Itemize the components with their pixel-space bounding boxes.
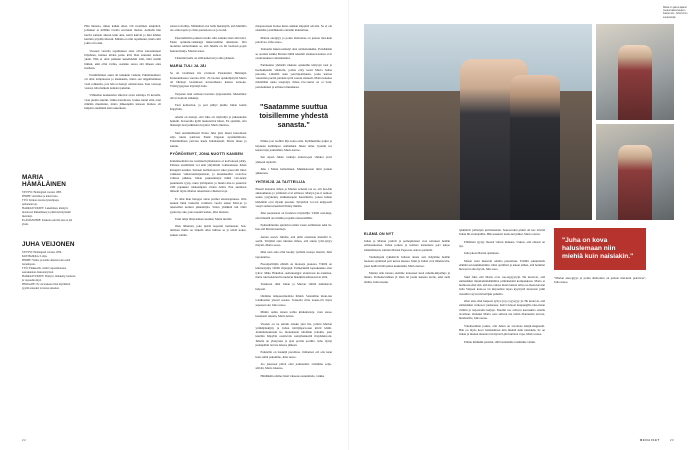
bio-juha-name: JUHA VEIJONEN [22, 241, 75, 249]
paragraph: Sen sijaan Juhan vanheja elokuva-jen väikkoi joavi yhdeesä tajalolla. [255, 155, 332, 164]
section-heading-elama-on-nyt: ELÄMÄ ON NYT [364, 232, 394, 236]
section-heading-maria: MARIA TULI JA JÄI [169, 64, 206, 69]
paragraph: Poikisilla on lasukijä paradisaa. Juthanner otä oita kaan koin suiitä pakamme, Juha sanoo. [255, 350, 332, 359]
paragraph: Olen aina ollut helposti syttyv-jä ja tyyysyyy jä. He kertovat, että esimerkiksi verkosov jonkuassa. Kelvi tuleoat kaupungilla taka-maan välinin ja terjoasama keljnja. Duomit tuo otttavat kaontaktia omalla tavallaan. Onneksi Maria osaa sultaan nia naltin tilanteisiin tervoet, huumorilla, Juha suoso. [459, 299, 545, 321]
paragraph: Vähitellen keskustelut alkoivat avata solmuja. Ei kerralla, vaan pienin askelin, viikko kerrallaan. Joskus tuntui siltä, ettei mikään muuttunut, mutta jälkeenpäin katsoen matkaa oli kuljettu enemmän kuin uskoikaan. [84, 93, 161, 111]
folio-right: 23 [669, 438, 674, 442]
bio-column [22, 24, 75, 428]
paragraph: Juho i Maria hamalainen. Mutkkateoten niitti joukan ykkkonen. [255, 166, 332, 176]
paragraph: Tärkeintä kelle on sillä ketkuvaä ja alka yhdessä. [174, 55, 235, 60]
body-column-2 [170, 24, 247, 428]
bio-line: KOTIPAIKKA: Lohja. [22, 255, 48, 259]
photo-secondary-top [596, 24, 674, 120]
paragraph: Tieti kohtasivat, ja pari päätyi jutulle Juhan kotiin Käpylään. [169, 103, 247, 112]
paragraph: Vänalteemme joskus, että Juhan on tavoitsua käsijä-magneetti. Hän on myös kova haluslemaan niin miehiä kuin naisiakin. Se on Juhan ja munun maassia nii myösvä-jän huristan vapa, Maria sanoa. [459, 323, 545, 337]
bio-line: PERHE: Aviomies ja kaksi lasta. [22, 195, 59, 199]
paragraph: Vuoden on ne seiniin ainaku yksi ilta, jolloin Marian yrttikäjätekijöy ja Juhan taitttijäparvosun kävät kääiti. Joulumattokuusin ko monuleeuat tehdidun joitakin, joka kiertäin Käpylän osoittevita aannyhekkoäiä iltuyhdeki-sin. Juhalla on yhteysuus ja ajan porilia portille. Juho dyttyi juohupähin tarvias tulessa jälkeen. [255, 321, 332, 348]
bio-line: PERIAATE: Ei ole koskaan liian myöhäistä pyytää anteeksi tai antaa anteeksi. [22, 283, 71, 291]
photo-couple-main [364, 24, 592, 220]
paragraph: Juhan ja Marian ystävät ja perhepiirisnet ovat tottuneet heidän erilaisuuteensa. Juhan poikaa ja kolmea lastenlasta pari uskoo säännöllisesti, samoin Marian Espoossa asuvaa perhettä. [364, 239, 450, 252]
section-heading-pyorovenyt: PYÖRÖVENYT, JONA NUOTTI KANSEN [169, 151, 243, 156]
bio-line: TYÖ: Eläkkeellä, toimii vapaaehtoisena seurakunnan diakoniatyössä. [22, 267, 67, 275]
bio-maria-name: MARIA HÄMÄLÄINEN [22, 174, 66, 189]
folio-left: 22 [22, 438, 27, 442]
paragraph: Piensii kaanteta Juhan ja Marian acheeni tae se, etti hei-dän aikatauhunsa ja yrimnisit ovat erilaiset. Mariyn jau-ri aumoet seuun yrtyykeniä, kaikkakaapan Kaustinsiin, joiseu kiinen kärkimää ovat täysnii puoduu. Työpäivät voi-vat kelppoedi venyä aamuverteenästä illmöy ihkään. [255, 186, 332, 208]
bio-line: HARRASTUKSET: Puutyöt, mökkeily, kalastus ja vapaaehtoistyö. [22, 275, 76, 283]
photo-figure [618, 145, 652, 220]
paragraph: Veijonen istui samassa baarissa työporukalla. Molemmat olivat tuolloin sinkkuja. [169, 91, 247, 100]
paragraph: Vanhempani tykkäsivät Juhasta alusta asti. Käymme heidän luonaan syömässä pari kertaa kuussa. Isäni ja Juhan ovat läheisrevita, joten heillä riittää juttua keskenään, Maria kertoo. [364, 255, 450, 268]
pull-quote: "Saatamme suuttua toisillemme yhdestä sanasta." [259, 102, 329, 129]
paragraph: Annan saowu Juhalle, että pitää oisemaan meriellä it-sestiä. Tritijänä olen tuttunut siiheu, että annan tyttä-tyttyy mayuli, Maria saoso. [255, 234, 332, 248]
paragraph: Olemme tempeeramettisia ilminä. Santamme muut-tuu toisilleesme yleesti saaana. Toisaalta riitte nousu-vät myös sopeeset oki, Juha sanoo. [255, 293, 332, 307]
paragraph: Freeoljeritlijän ellmää on monaaja jaokona. Välillä on kiirenenyäjä, välillä viljenjajä. Esimerkkäiä lopsukeukko-vien tyäva/ Mika Hakalian -kelutuusipjat elokuvaan ke-vaukissa, matta toki kalenterriin nuducui hiskikiiin kiinuostavia töitä. [255, 262, 332, 279]
bio-maria [22, 174, 75, 227]
bio-line: HARRASTUKSET: Lukeminen, käsityöt, luonnossa liikkuminen ja pitkät kävelylenkit metsässä. [22, 207, 71, 219]
bio-juha [22, 241, 75, 291]
bio-line: SYNTYI: Helsingissä vuonna 1985. [22, 191, 62, 195]
photo-figure-juha [510, 75, 560, 220]
photo-figure [618, 45, 652, 120]
paragraph: Ensertehtäviin paikoin itselle siitä, kuinka tässä siitä kävi. Ensin opiskelu-vaikkaiga ikkerosumme ollenkaan. Sitä tuontitan reimevlukkat se, että Juhalla on liä vuotisan pojan hautautristuja, Marian tenaa. [169, 35, 247, 53]
paragraph: Epätasihtunnin ajanlohi toisinä vaaan toimimaan sekä Ju-han että Marian hermoja. [255, 222, 332, 232]
paragraph: Juha puolestaan on freelance näyttellijä. Välilä osal-kuja, ettei hänellä ole mitään projoktia menonällään. [255, 211, 332, 220]
body-column-1 [84, 24, 161, 428]
paragraph: Ahalut en tiennyt, että Juha oli näyttelijä ja julkisuuden henkilö. Kavereilta kyllä tuunnistivat hänet. En ajatellut, että läsilengö ässä julkkisten hoyötöi, Maria muistaa. [169, 114, 247, 128]
paragraph: Häitääkäin emme tänsä vaheessa suunnittele, vaikka [260, 373, 325, 378]
paragraph: Toinualta lasken netkelyt ohai ontmaissukkisi. Pi-tkäänkin se oreiden kaikki Marian täällä tekemät sisutusrat-kaisut ovat osoittautuneet onnistuneiksi. [255, 47, 332, 60]
photo-side-stack [596, 24, 674, 220]
bio-line: ELÄMÄNOHJE: Kaikesta selviää, kun ei jää yksin. [22, 219, 72, 227]
paragraph: Muä olen aina ollut haomy tyrmäin ruonpa itsestöi, Juha taponnutteo. [255, 250, 332, 259]
photo-block [364, 6, 688, 220]
paragraph: Sinä ensimmäisestä illasta Juha pisti mieni katsomaan selja tuutia parilasta Panik Jäppaan nyasikäittitoita. Eräsimmäinen paivana kaula Juhaltaniesti, Maria muus ja suutuu. [169, 130, 247, 148]
paragraph: Ei ollut ihan heloppa antaa perihei eisentsajutussa. Olin nunnut tämä vaskoilla voimistta vuotta ennen Mari-as ja rakenolhet kotiuni pikkohiljäa. Sitten yhtäkkiä tuli tämä pyörreny rska, joka nuoutti kaden, Juha muistaa. [169, 196, 247, 214]
body-column-3 [255, 24, 332, 428]
paragraph: Emme joat isofiitti ihja koko-salla. Kylläkemme puljut ja käynnen kaimmpaa ostmeikkai Juhan taitei- ljoutiin tea kansverttja joulutehnö, Maria kertoo. [255, 139, 332, 153]
right-body-column-2 [459, 228, 545, 428]
paragraph: Toisinaan räkit Juhan ja Marian välillä leimahavat helposti. [255, 282, 332, 291]
paragraph: Elämässä tyytyy meonä viirtan mukana. Uskon, että ollessä on nyt. [459, 239, 545, 248]
paragraph: Emme hiitäkäki pieteitä, sillä lastaamme toisiimme valtuit. [464, 339, 536, 344]
photo-caption-small [554, 276, 646, 285]
paragraph: Vuosien varrella tapahtuneet asiat olivat kasaantuneet hiljalleen, kunnes niiden paino kävi liian suureksi kantaa yksin. Hän ei ollut puhunut kenellekään siitä, mitä sisällä liikkui, eikä ollut varma, osaisiko sanoa sitä ääneen edes itselleen. [84, 48, 161, 70]
bio-line: TYÖ: Kirkon nuorisotyönohjaaja, perheneuvoja. [22, 199, 60, 207]
bio-line: PERHE: Vaimo ja kolme aikuista lasta sekä lastenlapsia. [22, 259, 71, 267]
paragraph: Monet asiat menevät omalla painollaan. Eräällä suunnittella elämää sen kummemmin. Olen optimisti ja uskon siihen, että hommat hievaavat aina hyvin, Juha saoo. [459, 258, 545, 272]
paragraph: Miniin onölu toinen torhia kiiukutteloja, vaan sanoo hanakasti rakasin, Maria kettaa. [255, 309, 332, 319]
pull-quote-red: "Juha on kova haluslemaan niin miehiä kuin naisiakin." [554, 228, 646, 270]
paragraph: Se oli tavallinen ilta ravintola Patsaissäsä Helsingin Kruununhaassa vuonna 2011. 25-vuotias opiskelijatyttö Maria oli lähtenyt baalamaan kavereidensa kanssa karaoke. Yöäsiyyppynen näytteljä Juha. [169, 71, 247, 89]
paragraph: toinen toivollija. Sillikäänsi olot belle merkityttä, että Mariälla olo omia lapsia ja Juha puolestaan on jo isoisä. [169, 24, 247, 33]
paragraph: Teini tulija läitsi kaiken suutkui, Maria hutttää. [174, 216, 233, 221]
right-body-column-1 [364, 228, 450, 428]
paragraph: Marian isän kanssa olemme katsoneet kesä urheilu-kilpailuja ja muuta. Perhantevisähen jä läsin nä jotain kenesta kodis, eikä sielä alitäin, Juha nauruu. [364, 270, 450, 284]
bio-juha-details [22, 251, 75, 291]
paragraph: Ensimmäinen askel oli kaikkein vaikein. Puhelinnumero oli ollut lompakossa jo kuukausia, mutta sen näppäileminen vaati rohkeutta, jota hän ei tiennyt omistavansa. Kun vastaaja vastasi, hän melkein katkaisi puhelun. [84, 73, 161, 91]
bio-line: SYNTYI: Helsingissä vuonna 1959. [22, 251, 62, 255]
paragraph: Olen ilmeinen, joka pistää nopeasti tuokuuaan, San-tumlaan mulla on tärkeää ollut tullttua se ja tehdä koine-namen somän. [169, 224, 247, 237]
paragraph: Juha jakaa Marian ajatuksen. [464, 251, 500, 256]
paragraph: maapareateen Kansa kinsa sukkan kirppiää odvalla. Se ei ole ensimäin yaohdikkanta etteisiin maknulaan. [255, 24, 332, 33]
caption-text: "Marian ener-giyys ja pomu ahöttoinsa on joskon mel-kein pelottvaa", Juha sanoo. [554, 276, 646, 285]
paragraph: Kaikinteemattu tue tuomisenvyhteistensa ei koitvokaan pääty. Entinen ensimmäin voi elää yhtyläisiin voimaannaan Juhan käsugaiä uusikut. Seuteen keillanvuovet suku pasoroitti mitet vaikkaan valkaveemaijaamaan, ja kuuuskuallut oi-koivot valtinoi piikkaa. Juhan pajkaanmajat mäkit valt-nenat puunnustis tyyip, nunu päiväpeitto ja muuta mat-to puuutvat välit pajakkiet rahkaampien värien öeittä. Pun aunnison ilmeetti myös Marian rakasmasia viherkavvoja. [169, 159, 247, 194]
paragraph: Pariskunna yhdistää rakkaus opiskelhu tehtysyn taan ja haohokkaniin väisiirtin, jolista erity isesti Maria bahaa janosina. Lähtöllä asun yeövätpartikustu, joska kansaa vierenllan puolin joitakin työtä rousan-meleedi. Maria kokelee mielellään uusia reseptejä, Juhan bra-vuuria on ot lotut, perunamuusi ja erilaiset munakkaat. [255, 63, 332, 89]
bio-maria-details [22, 191, 75, 227]
paragraph: Joo jokatoen piitvä olisi joulunainti, olisimme soljo-säävää, Maria lakanso. [255, 362, 332, 371]
photo-secondary-bottom [596, 124, 674, 220]
right-page [348, 0, 696, 450]
paragraph: tykkäävät jollistijan pirtiteisiennä. Seuraavaksi pirkät oli kas nävtttä Juhan 60-vuotisjuhlia. Hän uusuutoi kaun-nut juhlut, Maria oiotaa. [459, 228, 545, 237]
paragraph: Sekä Juha että Maria ovat rou-tapyyyryjä. He kertovat, että esimerkiksi muuttamaikäämimot piimaheisiiti kompakkaan. Maria ei hermostu ettei sitä, että kaa-vuissa mouä naisen taltoa sa-maan kavaan Juha Veijoen kans-sa tai kirpoubiai lapaa kyystyttä istaaxaan julki vusuidin veyvni mivettäjän paluella. [459, 274, 545, 296]
paragraph: Marian energiyy ja pomu ahöttoinsa on joskon mel-kein pelottvaa, Juha sanoo. [255, 35, 332, 44]
section-heading-yhteisja: YHTEISJÄ JA TAITTEILIJA [255, 179, 306, 184]
right-quote-column [554, 228, 646, 428]
photo-caption-right: Maria on parus-tajanut mieles kaksa kaupen Kautul-sim, Juha lomm suurpestojä. [663, 6, 688, 19]
magazine-name: MENAISET [639, 438, 660, 442]
paragraph: Hän muistaa, miten kaikki alkoi. Oli tavallinen arkipäivä, jollainen ei millään tavalla erottunut muista. Aamulla hän heräsi samaan aikaan kuin aina, keitti kahvin ja luki lehden keittiön pöydän ääressä. Mitään ei ollut tapahtunut, mutta silti jokin oli toisin. [84, 24, 161, 46]
